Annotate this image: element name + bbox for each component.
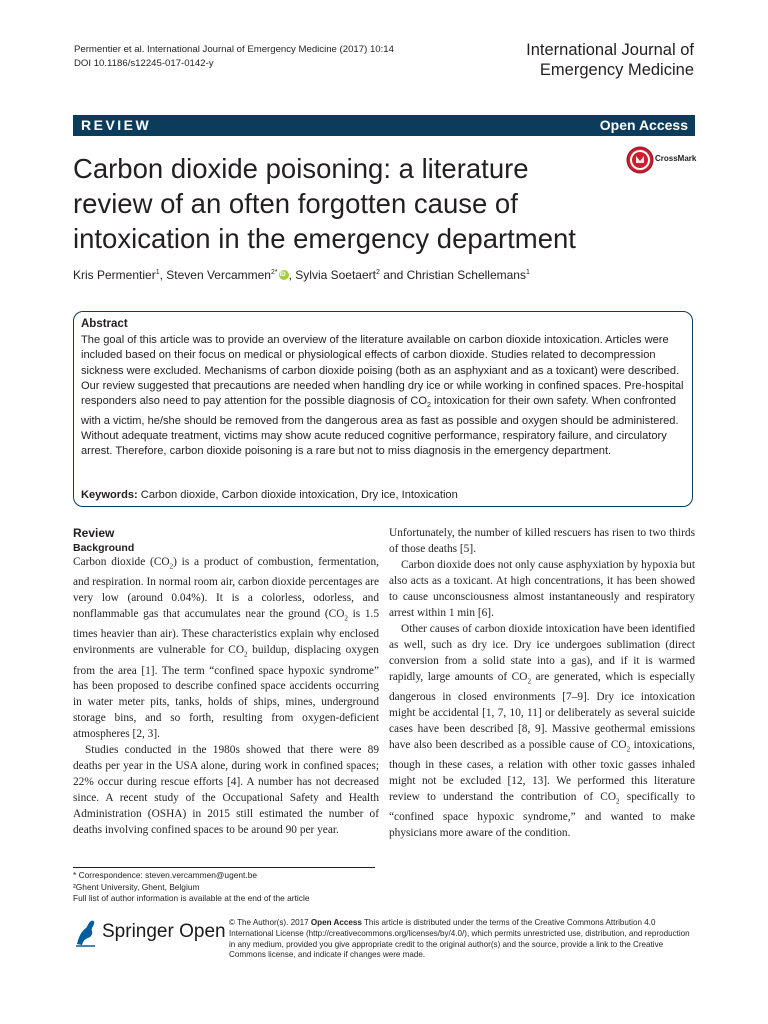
paragraph: Other causes of carbon dioxide intoxication have been identified as well, such as dry ice. Dry ice undergoes sublimation (direct conversion from a solid state into a gas), and if it is warmed rapidly, large amounts of $CO_2$ are generated, which is especially dangerous in closed environments [7–9]. Dry ice intoxication might be accidental [1, 7, 10, 11] or deliberately as several suicide cases have been described [8, 9]. Massive geothermal emissions have also been described as a possible cause of $CO_2$ intoxications, though in these cases, a relation with other toxic gasses inhaled might not be excluded [12, 13]. We performed this literature review to understand the contribution of $CO_2$ specifically to “confined space hypoxic syndrome,” and wanted to make physicians more aware of the condition. [389,622,696,839]
crossmark-label: CrossMark [655,154,697,163]
author-affiliation: 1 [525,269,530,276]
keywords-list: Carbon dioxide, Carbon dioxide intoxication, Dry ice, Intoxication [137,489,458,501]
abstract-heading: Abstract [81,318,128,330]
license-open-access: Open Access [310,918,362,927]
body-column-left [73,525,379,839]
orcid-icon[interactable] [279,270,289,280]
section-heading: Review [73,526,115,540]
body-column-right [389,526,695,842]
paragraph: Unfortunately, the number of killed rescuers has risen to two thirds of those deaths [5]. [389,527,695,555]
article-title: Carbon dioxide poisoning: a literature review of an often forgotten cause of intoxication in the emergency department [73,153,576,254]
paragraph: Carbon dioxide $(CO_2)$ is a product of combustion, fermentation, and respiration. In normal room air, carbon dioxide percentages are very low (around 0.04%). It is a colorless, odorless, and nonflammable gas that accumulates near the ground ($CO_2$ is 1.5 times heavier than air). These characteristics explain why enclosed environments are vulnerable for $CO_2$ buildup, displacing oxygen from the area [1]. The term “confined space hypoxic syndrome” has been proposed to describe confined space accidents occurring in water meter pits, tanks, holds of ships, mines, underground storage bins, and so forth, resulting from oxygen-deficient atmospheres [2, 3]. [73,556,379,741]
license-text: © The Author(s). 2017 Open Access This article is distributed under the terms of the Creative Commons Attribution 4.0 International License (http://creativecommons.org/licenses/by/4.0/), which permits unrestricted use, distribution, and reproduction in any medium, provided you give appropriate credit to the original author(s) and the source, provide a link to the Creative Commons license, and indicate if changes were made. [229,918,690,960]
author-name: , Sylvia Soetaert [288,268,376,282]
paragraph: Carbon dioxide does not only cause asphyxiation by hypoxia but also acts as a toxicant. At high concentrations, it has been showed to cause unconsciousness almost instantaneously and respiratory arrest within 1 min [6]. [389,558,695,619]
springer-open-logo [73,917,226,949]
springer-horse-icon [73,918,99,948]
abstract-box [73,311,693,507]
keywords [81,489,686,501]
article-type-label: REVIEW [81,117,152,133]
crossmark-button[interactable] [626,146,698,174]
footnote-divider [73,867,375,868]
journal-name-line1: International Journal of [526,41,694,59]
doi-line: DOI 10.1186/s12245-017-0142-y [74,58,214,69]
citation-line: Permentier et al. International Journal of Emergency Medicine (2017) 10:14 [74,44,394,55]
author-list [73,265,693,283]
author-name: , Steven Vercammen [159,268,271,282]
correspondence-footnote: * Correspondence: steven.vercammen@ugent.be [73,870,258,880]
crossmark-icon [626,146,654,174]
keywords-label: Keywords: [81,489,138,501]
journal-name-line2: Emergency Medicine [539,61,694,79]
author-affiliation: 1 [155,269,160,276]
author-info-footnote: Full list of author information is available at the end of the article [73,893,310,903]
author-name: Kris Permentier [73,268,156,282]
author-affiliation: 2 [375,269,380,276]
abstract-text: The goal of this article was to provide an overview of the literature available on carbon dioxide intoxication. Articles were included based on their focus on medical or physiological effects of carbon dioxide. Studies related to decompression sickness were excluded. Mechanisms of carbon dioxide poising (both as an asphyxiant and as a toxicant) were described. Our review suggested that precautions are needed when handling dry ice or while working in confined spaces. Pre-hospital responders also need to pay attention for the possible diagnosis of $CO_2$ intoxication for their own safety. When confronted with a victim, he/she should be removed from the dangerous area as fast as possible and oxygen should be administered. Without adequate treatment, victims may show acute reduced cognitive performance, respiratory failure, and circulatory arrest. Therefore, carbon dioxide poisoning is a rare but not to miss diagnosis in the emergency department. [81,334,684,458]
citation-block [74,43,394,71]
open-access-label: Open Access [599,117,688,133]
author-name: and Christian Schellemans [379,268,526,282]
footnotes [73,870,310,905]
publisher-name: Springer Open [102,921,226,942]
affiliation-footnote: ²Ghent University, Ghent, Belgium [73,881,200,892]
article-type-band [73,115,695,136]
subsection-heading: Background [73,542,135,554]
journal-name [526,40,694,80]
author-affiliation: 2* [270,269,278,276]
paragraph: Studies conducted in the 1980s showed that there were 89 deaths per year in the USA alone, during work in confined spaces; 22% occur during rescue efforts [4]. A number has not decreased since. A recent study of the Occupational Safety and Health Administration (OSHA) in 2015 still estimated the number of deaths involving confined spaces to be around 90 per year. [73,744,379,837]
